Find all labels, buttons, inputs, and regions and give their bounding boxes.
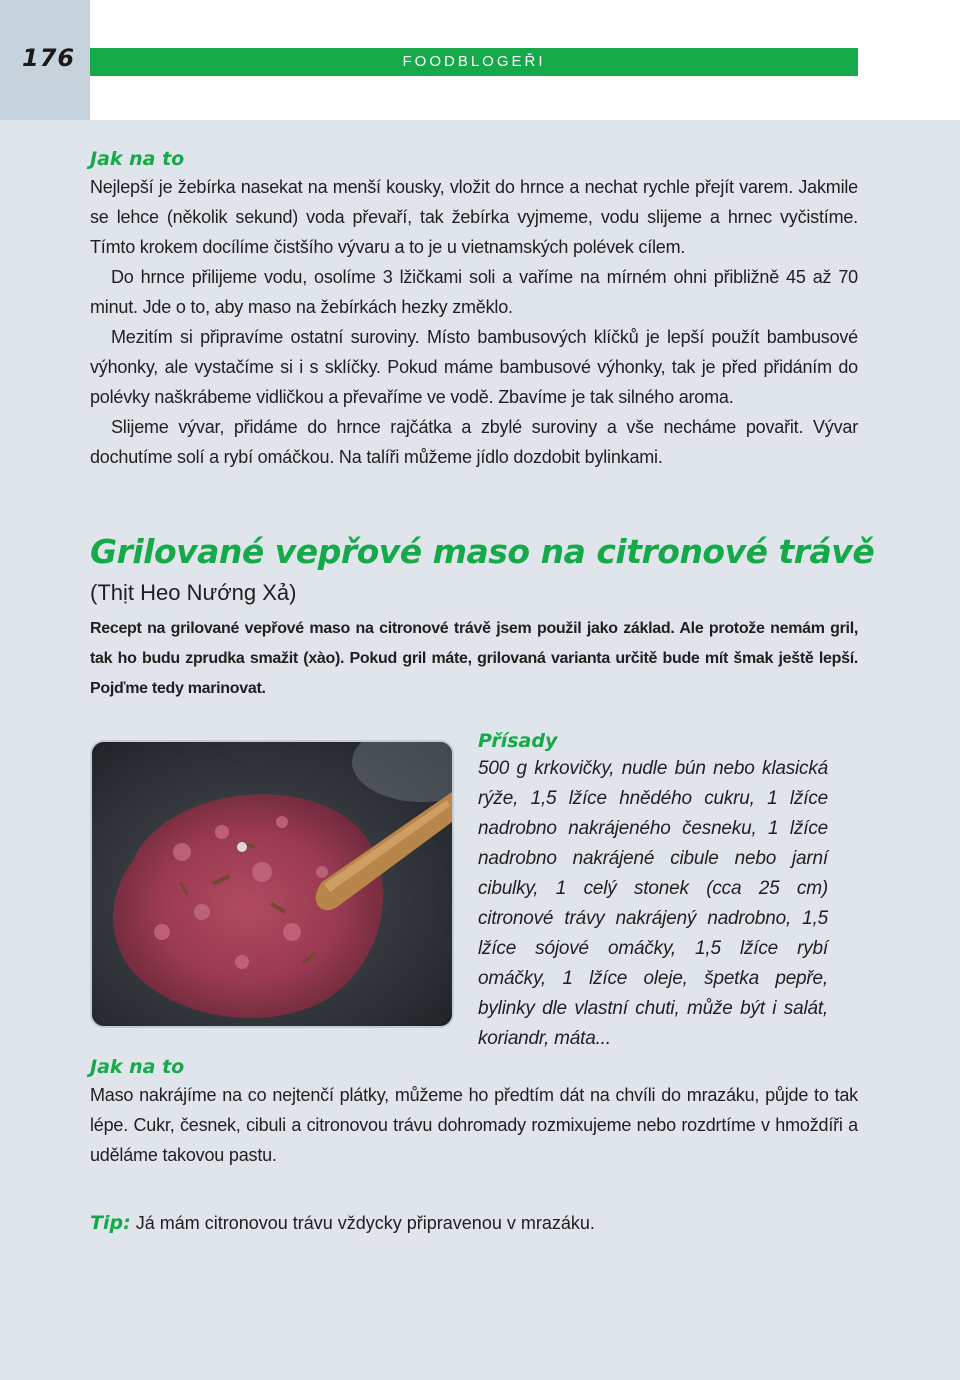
tip-label: Tip: xyxy=(90,1212,131,1234)
recipe-subtitle: (Thịt Heo Nướng Xả) xyxy=(90,580,297,605)
dish-photo xyxy=(90,740,454,1028)
section-header-bar xyxy=(90,48,858,76)
section1-paragraph-2: Do hrnce přilijeme vodu, osolíme 3 lžičkami soli a vaříme na mírném ohni přibližně 45 až 70 minut. Jde o to, aby maso na žebírkách hezky změklo. xyxy=(90,267,858,317)
section1-paragraph-1: Nejlepší je žebírka nasekat na menší kousky, vložit do hrnce a nechat rychle přejít varem. Jakmile se lehce (několik sekund) voda převaří, tak žebírka vyjmeme, vodu slijeme a hrnec vyčistíme. Tímto krokem docílíme čistšího vývaru a to je u vietnamských polévek cílem. xyxy=(90,177,858,257)
section-title: FOODBLOGEŘI xyxy=(402,53,546,70)
ingredients-heading: Přísady xyxy=(478,730,558,752)
recipe-title: Grilované vepřové maso na citronové trávě xyxy=(90,532,875,571)
stir-fried-pork-image xyxy=(92,742,452,1026)
tip-text: Já mám citronovou trávu vždycky připravenou v mrazáku. xyxy=(135,1213,595,1233)
page-number-box xyxy=(0,0,90,120)
recipe-intro: Recept na grilované vepřové maso na citronové trávě jsem použil jako základ. Ale protože nemám gril, tak ho budu zprudka smažit (xào). Pokud gril máte, grilovaná varianta určitě bude mít šmak ještě lepší. Pojďme tedy marinovat. xyxy=(90,620,858,697)
section1 xyxy=(90,148,858,472)
section2 xyxy=(90,1056,858,1170)
page-number: 176 xyxy=(22,44,76,72)
section1-paragraph-3: Mezitím si připravíme ostatní suroviny. Místo bambusových klíčků je lepší použít bambusové výhonky, ale vystačíme si i s sklíčky. Pokud máme bambusové výhonky, tak je před přidáním do polévky naškrábeme vidličkou a převaříme ve vodě. Zbavíme je tak silného aroma. xyxy=(90,327,858,407)
section2-heading: Jak na to xyxy=(90,1056,185,1078)
section1-heading: Jak na to xyxy=(90,148,185,170)
ingredients xyxy=(478,730,828,1054)
section1-paragraph-4: Slijeme vývar, přidáme do hrnce rajčátka a zbylé suroviny a vše necháme povařit. Vývar dochutíme solí a rybí omáčkou. Na talíři můžeme jídlo dozdobit bylinkami. xyxy=(90,417,858,467)
section2-paragraph: Maso nakrájíme na co nejtenčí plátky, můžeme ho předtím dát na chvíli do mrazáku, půjde to tak lépe. Cukr, česnek, cibuli a citronovou trávu dohromady rozmixujeme nebo rozdrtíme v hmoždíři a uděláme takovou pastu. xyxy=(90,1085,858,1165)
ingredients-text: 500 g krkovičky, nudle bún nebo klasická rýže, 1,5 lžíce hnědého cukru, 1 lžíce nadrobno nakrájeného česneku, 1 lžíce nadrobno nakrájené cibule nebo jarní cibulky, 1 celý stonek (cca 25 cm) citronové trávy nakrájený nadrobno, 1,5 lžíce sójové omáčky, 1,5 lžíce rybí omáčky, 1 lžíce oleje, špetka pepře, bylinky dle vlastní chuti, může být i salát, koriandr, máta... xyxy=(478,758,828,1049)
tip xyxy=(90,1208,595,1238)
